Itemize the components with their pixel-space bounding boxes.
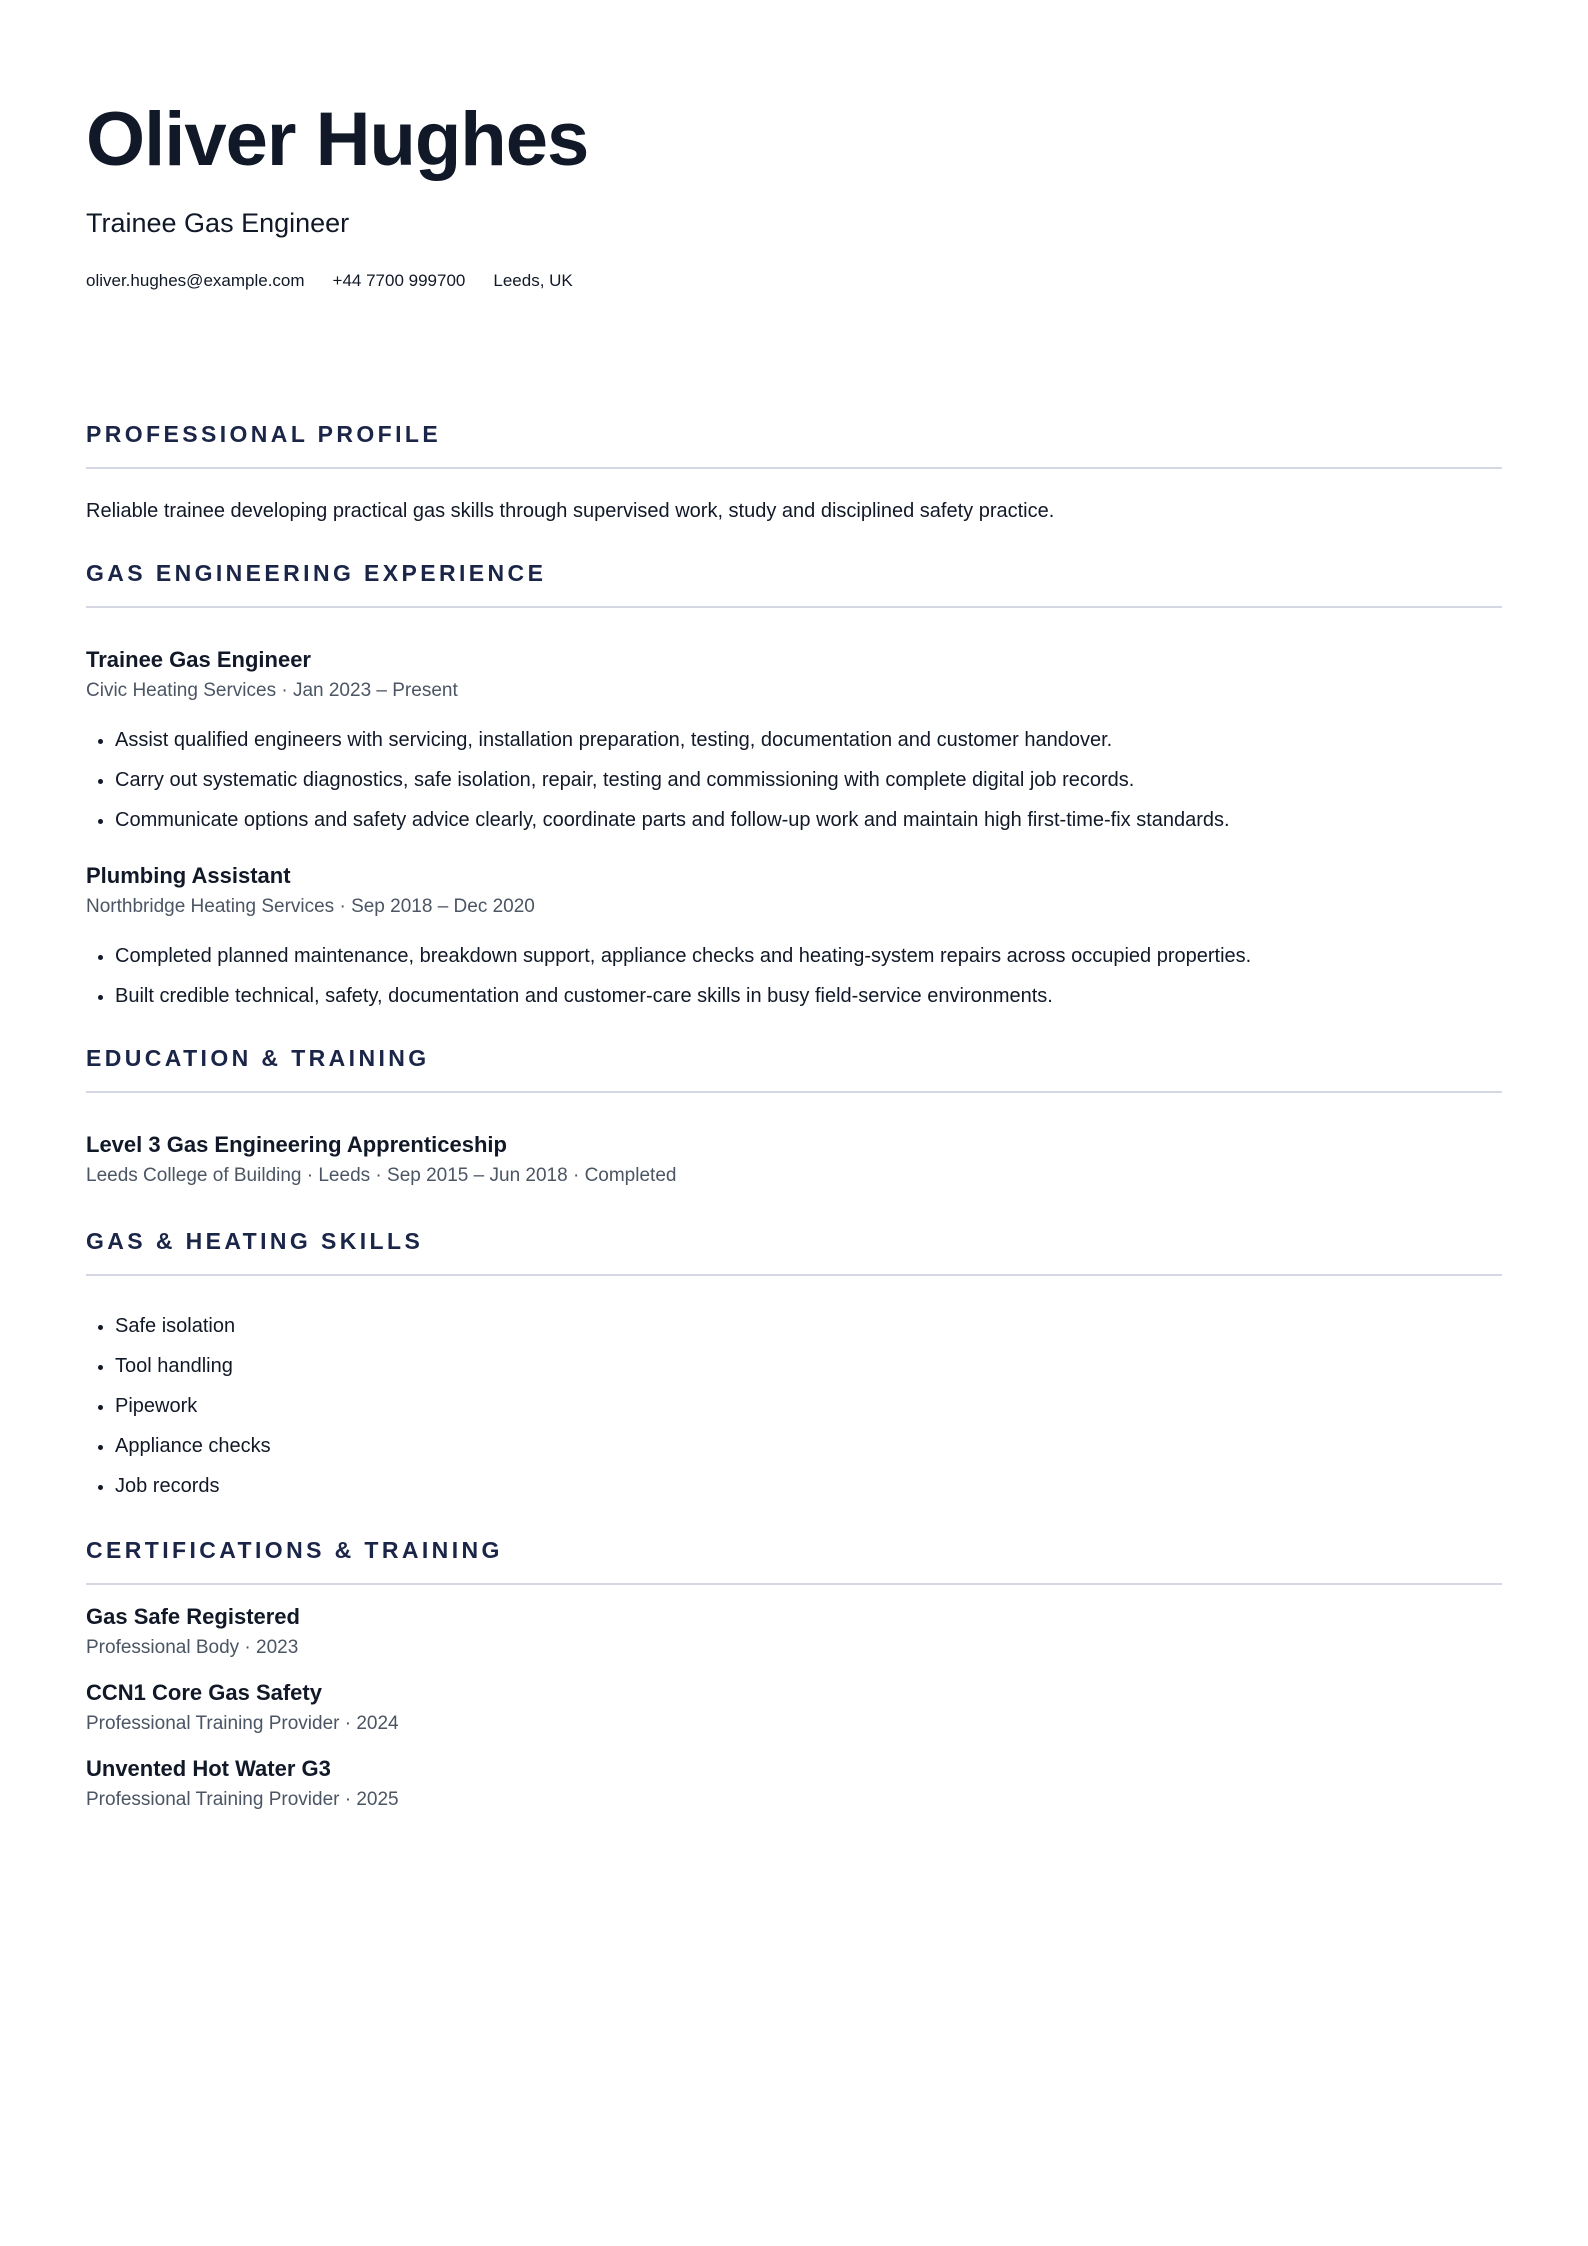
experience-heading: GAS ENGINEERING EXPERIENCE <box>86 560 547 586</box>
section-divider <box>86 606 1502 608</box>
skills-list <box>86 1312 1502 1500</box>
section-divider <box>86 1091 1502 1093</box>
skill-item: • Pipework <box>115 1392 1502 1420</box>
job-bullets <box>86 726 1502 834</box>
skill-item: • Safe isolation <box>115 1312 1502 1340</box>
experience-entry <box>86 862 1502 1010</box>
skill-item: • Job records <box>115 1472 1502 1500</box>
job-title: Plumbing Assistant <box>86 863 291 888</box>
job-meta: Northbridge Heating Services · Sep 2018 – Dec 2020 <box>86 896 535 917</box>
candidate-name: Oliver Hughes <box>86 97 589 182</box>
contact-phone[interactable]: +44 7700 999700 <box>332 271 466 290</box>
experience-entry <box>86 646 1502 834</box>
education-meta: Leeds College of Building · Leeds · Sep 2015 – Jun 2018 · Completed <box>86 1165 677 1186</box>
education-heading: EDUCATION & TRAINING <box>86 1045 430 1071</box>
certification-meta: Professional Body · 2023 <box>86 1637 299 1658</box>
education-title: Level 3 Gas Engineering Apprenticeship <box>86 1132 507 1157</box>
section-divider <box>86 467 1502 469</box>
contact-line <box>86 270 1502 292</box>
certification-entry <box>86 1755 1502 1813</box>
candidate-title: Trainee Gas Engineer <box>86 208 350 238</box>
profile-text: Reliable trainee developing practical gas skills through supervised work, study and disciplined safety practice. <box>86 500 1055 522</box>
skill-item: • Appliance checks <box>115 1432 1502 1460</box>
profile-heading: PROFESSIONAL PROFILE <box>86 421 442 447</box>
certification-meta: Professional Training Provider · 2024 <box>86 1713 399 1734</box>
job-bullets <box>86 942 1502 1010</box>
certification-title: Gas Safe Registered <box>86 1604 300 1629</box>
skills-heading: GAS & HEATING SKILLS <box>86 1228 424 1254</box>
certifications-heading: CERTIFICATIONS & TRAINING <box>86 1537 503 1563</box>
skills-section <box>86 1227 1502 1500</box>
education-section <box>86 1044 1502 1189</box>
job-meta: Civic Heating Services · Jan 2023 – Present <box>86 680 458 701</box>
profile-section <box>86 420 1502 525</box>
job-bullet: • Built credible technical, safety, documentation and customer-care skills in busy field-service environments. <box>115 982 1502 1010</box>
certification-title: Unvented Hot Water G3 <box>86 1756 331 1781</box>
skill-item: • Tool handling <box>115 1352 1502 1380</box>
job-title: Trainee Gas Engineer <box>86 647 311 672</box>
job-bullet: • Assist qualified engineers with servicing, installation preparation, testing, documentation and customer handover. <box>115 726 1502 754</box>
certification-entry <box>86 1603 1502 1661</box>
job-bullet: • Completed planned maintenance, breakdown support, appliance checks and heating-system repairs across occupied properties. <box>115 942 1502 970</box>
certification-meta: Professional Training Provider · 2025 <box>86 1789 399 1810</box>
experience-section <box>86 559 1502 1010</box>
resume-header <box>86 0 1502 292</box>
job-bullet: • Communicate options and safety advice clearly, coordinate parts and follow-up work and maintain high first-time-fix standards. <box>115 806 1502 834</box>
job-bullet: • Carry out systematic diagnostics, safe isolation, repair, testing and commissioning with complete digital job records. <box>115 766 1502 794</box>
section-divider <box>86 1583 1502 1585</box>
contact-email[interactable]: oliver.hughes@example.com <box>86 271 305 290</box>
certification-title: CCN1 Core Gas Safety <box>86 1680 322 1705</box>
section-divider <box>86 1274 1502 1276</box>
contact-location: Leeds, UK <box>493 271 573 290</box>
certification-entry <box>86 1679 1502 1737</box>
certifications-section <box>86 1536 1502 1813</box>
education-entry <box>86 1131 1502 1189</box>
